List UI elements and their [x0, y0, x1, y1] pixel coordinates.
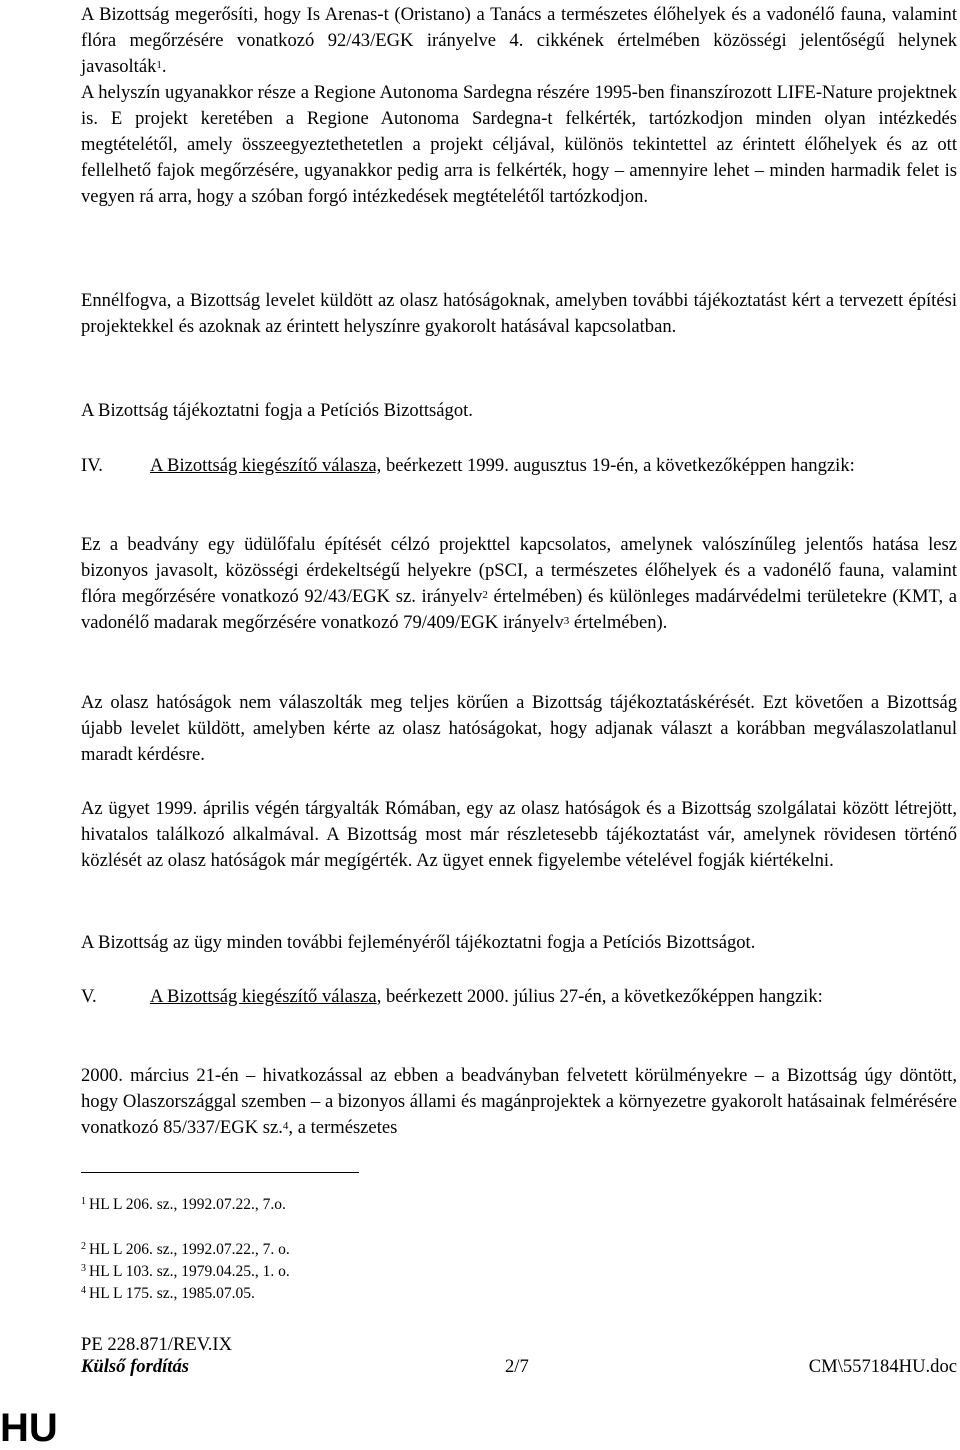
- paragraph-7: Az ügyet 1999. április végén tárgyalták Rómában, egy az olasz hatóságok és a Bizottság szolgálatai között létrejött, hivatalos találkozó alkalmával. A Bizottság most már részletesebb tájékoztatást vár, amelynek rövidesen történő közlését az olasz hatóságok már megígérték. Az ügyet ennek figyelembe vételével fogják kiértékelni.: [81, 798, 957, 871]
- footnote-number: 4: [81, 1285, 86, 1296]
- paragraph-9-text-b: , a természetes: [288, 1117, 398, 1138]
- language-code: HU: [0, 1406, 58, 1450]
- paragraph-5: [81, 532, 957, 636]
- footnote-4: [81, 1284, 255, 1304]
- footer-document-id: CM\557184HU.doc: [808, 1356, 957, 1377]
- footnote-text: HL L 206. sz., 1992.07.22., 7.o.: [89, 1196, 286, 1213]
- footer-label: Külső fordítás: [81, 1356, 189, 1377]
- section-title-rest: beérkezett 1999. augusztus 19-én, a következőképpen hangzik:: [381, 455, 855, 476]
- footer-reference: PE 228.871/REV.IX: [81, 1334, 233, 1355]
- footnote-ref-2[interactable]: 2: [482, 589, 488, 601]
- paragraph-5-text-c: értelmében).: [569, 612, 668, 633]
- footnote-number: 2: [81, 1241, 86, 1252]
- footnote-text: HL L 103. sz., 1979.04.25., 1. o.: [89, 1263, 290, 1280]
- footnote-1: [81, 1195, 286, 1215]
- footer-page-number: 2/7: [505, 1356, 529, 1377]
- paragraph-5-text-b: értelmében) és különleges madárvédelmi területekre (KMT, a vadonélő madarak megőrzésére vonatkozó 79/409/EGK irányelv: [81, 586, 957, 633]
- section-heading-text: [150, 453, 957, 479]
- section-title-rest: , beérkezett 2000. július 27-én, a következőképpen hangzik:: [376, 986, 823, 1007]
- footnote-ref-3[interactable]: 3: [563, 615, 570, 627]
- footnote-ref-1[interactable]: 1: [156, 59, 162, 71]
- footnote-number: 3: [81, 1263, 86, 1274]
- section-heading-text: [150, 984, 957, 1010]
- footnote-2: [81, 1240, 290, 1260]
- section-title: A Bizottság kiegészítő válasza: [150, 986, 377, 1007]
- paragraph-9: [81, 1063, 957, 1141]
- footnote-text: HL L 175. sz., 1985.07.05.: [89, 1285, 255, 1302]
- paragraph-1-end: .: [161, 56, 167, 77]
- paragraph-1: [81, 2, 957, 80]
- paragraph-2: A helyszín ugyanakkor része a Regione Autonoma Sardegna részére 1995-ben finanszírozott LIFE-Nature projektnek is. E projekt keretében a Regione Autonoma Sardegna-t felkérték, tartózkodjon minden olyan intézkedés megtételétől, amely összeegyeztethetetlen a projekt céljával, különös tekintettel az érintett élőhelyek és az ott fellelhető fajok megőrzésére, ugyanakkor pedig arra is felkérték, hogy – amennyire lehet – minden harmadik felet is vegyen rá arra, hogy a szóban forgó intézkedések megtételétől tartózkodjon.: [81, 82, 957, 207]
- section-title: A Bizottság kiegészítő válasza,: [150, 455, 382, 476]
- paragraph-5-text-a: Ez a beadvány egy üdülőfalu építését célzó projekttel kapcsolatos, amelynek valószínűleg jelentős hatása lesz bizonyos javasolt, közösségi érdekeltségű helyekre (pSCI, a természetes élőhelyek és a vadonélő fauna, valamint flóra megőrzésére vonatkozó 92/43/EGK sz. irányelv: [81, 534, 957, 607]
- section-number: V.: [81, 986, 97, 1007]
- footnote-number: 1: [81, 1196, 86, 1207]
- footnote-text: HL L 206. sz., 1992.07.22., 7. o.: [89, 1241, 290, 1258]
- paragraph-9-text-a: 2000. március 21-én – hivatkozással az ebben a beadványban felvetett körülményekre – a Bizottság úgy döntött, hogy Olaszországgal szemben – a bizonyos állami és magánprojektek a környezetre gyakorolt hatásainak felmérésére vonatkozó 85/337/EGK sz.: [81, 1065, 957, 1138]
- paragraph-4: A Bizottság tájékoztatni fogja a Petíciós Bizottságot.: [81, 400, 473, 421]
- footnote-3: [81, 1262, 290, 1282]
- paragraph-3: Ennélfogva, a Bizottság levelet küldött az olasz hatóságoknak, amelyben további tájékoztatást kért a tervezett építési projektekkel és azoknak az érintett helyszínre gyakorolt hatásával kapcsolatban.: [81, 290, 957, 337]
- footnote-divider: [81, 1172, 359, 1173]
- paragraph-6: Az olasz hatóságok nem válaszolták meg teljes körűen a Bizottság tájékoztatáskérését. Ezt követően a Bizottság újabb levelet küldött, amelyben kérte az olasz hatóságokat, hogy adjanak választ a korábban megválaszolatlanul maradt kérdésre.: [81, 692, 957, 765]
- section-number: IV.: [81, 455, 103, 476]
- paragraph-1-text: A Bizottság megerősíti, hogy Is Arenas-t (Oristano) a Tanács a természetes élőhelyek és a vadonélő fauna, valamint flóra megőrzésére vonatkozó 92/43/EGK irányelve 4. cikkének értelmében közösségi jelentőségű helynek javasolták: [81, 4, 957, 77]
- paragraph-8: A Bizottság az ügy minden további fejleményéről tájékoztatni fogja a Petíciós Bizottságot.: [81, 932, 756, 953]
- footnote-ref-4[interactable]: 4: [282, 1120, 289, 1132]
